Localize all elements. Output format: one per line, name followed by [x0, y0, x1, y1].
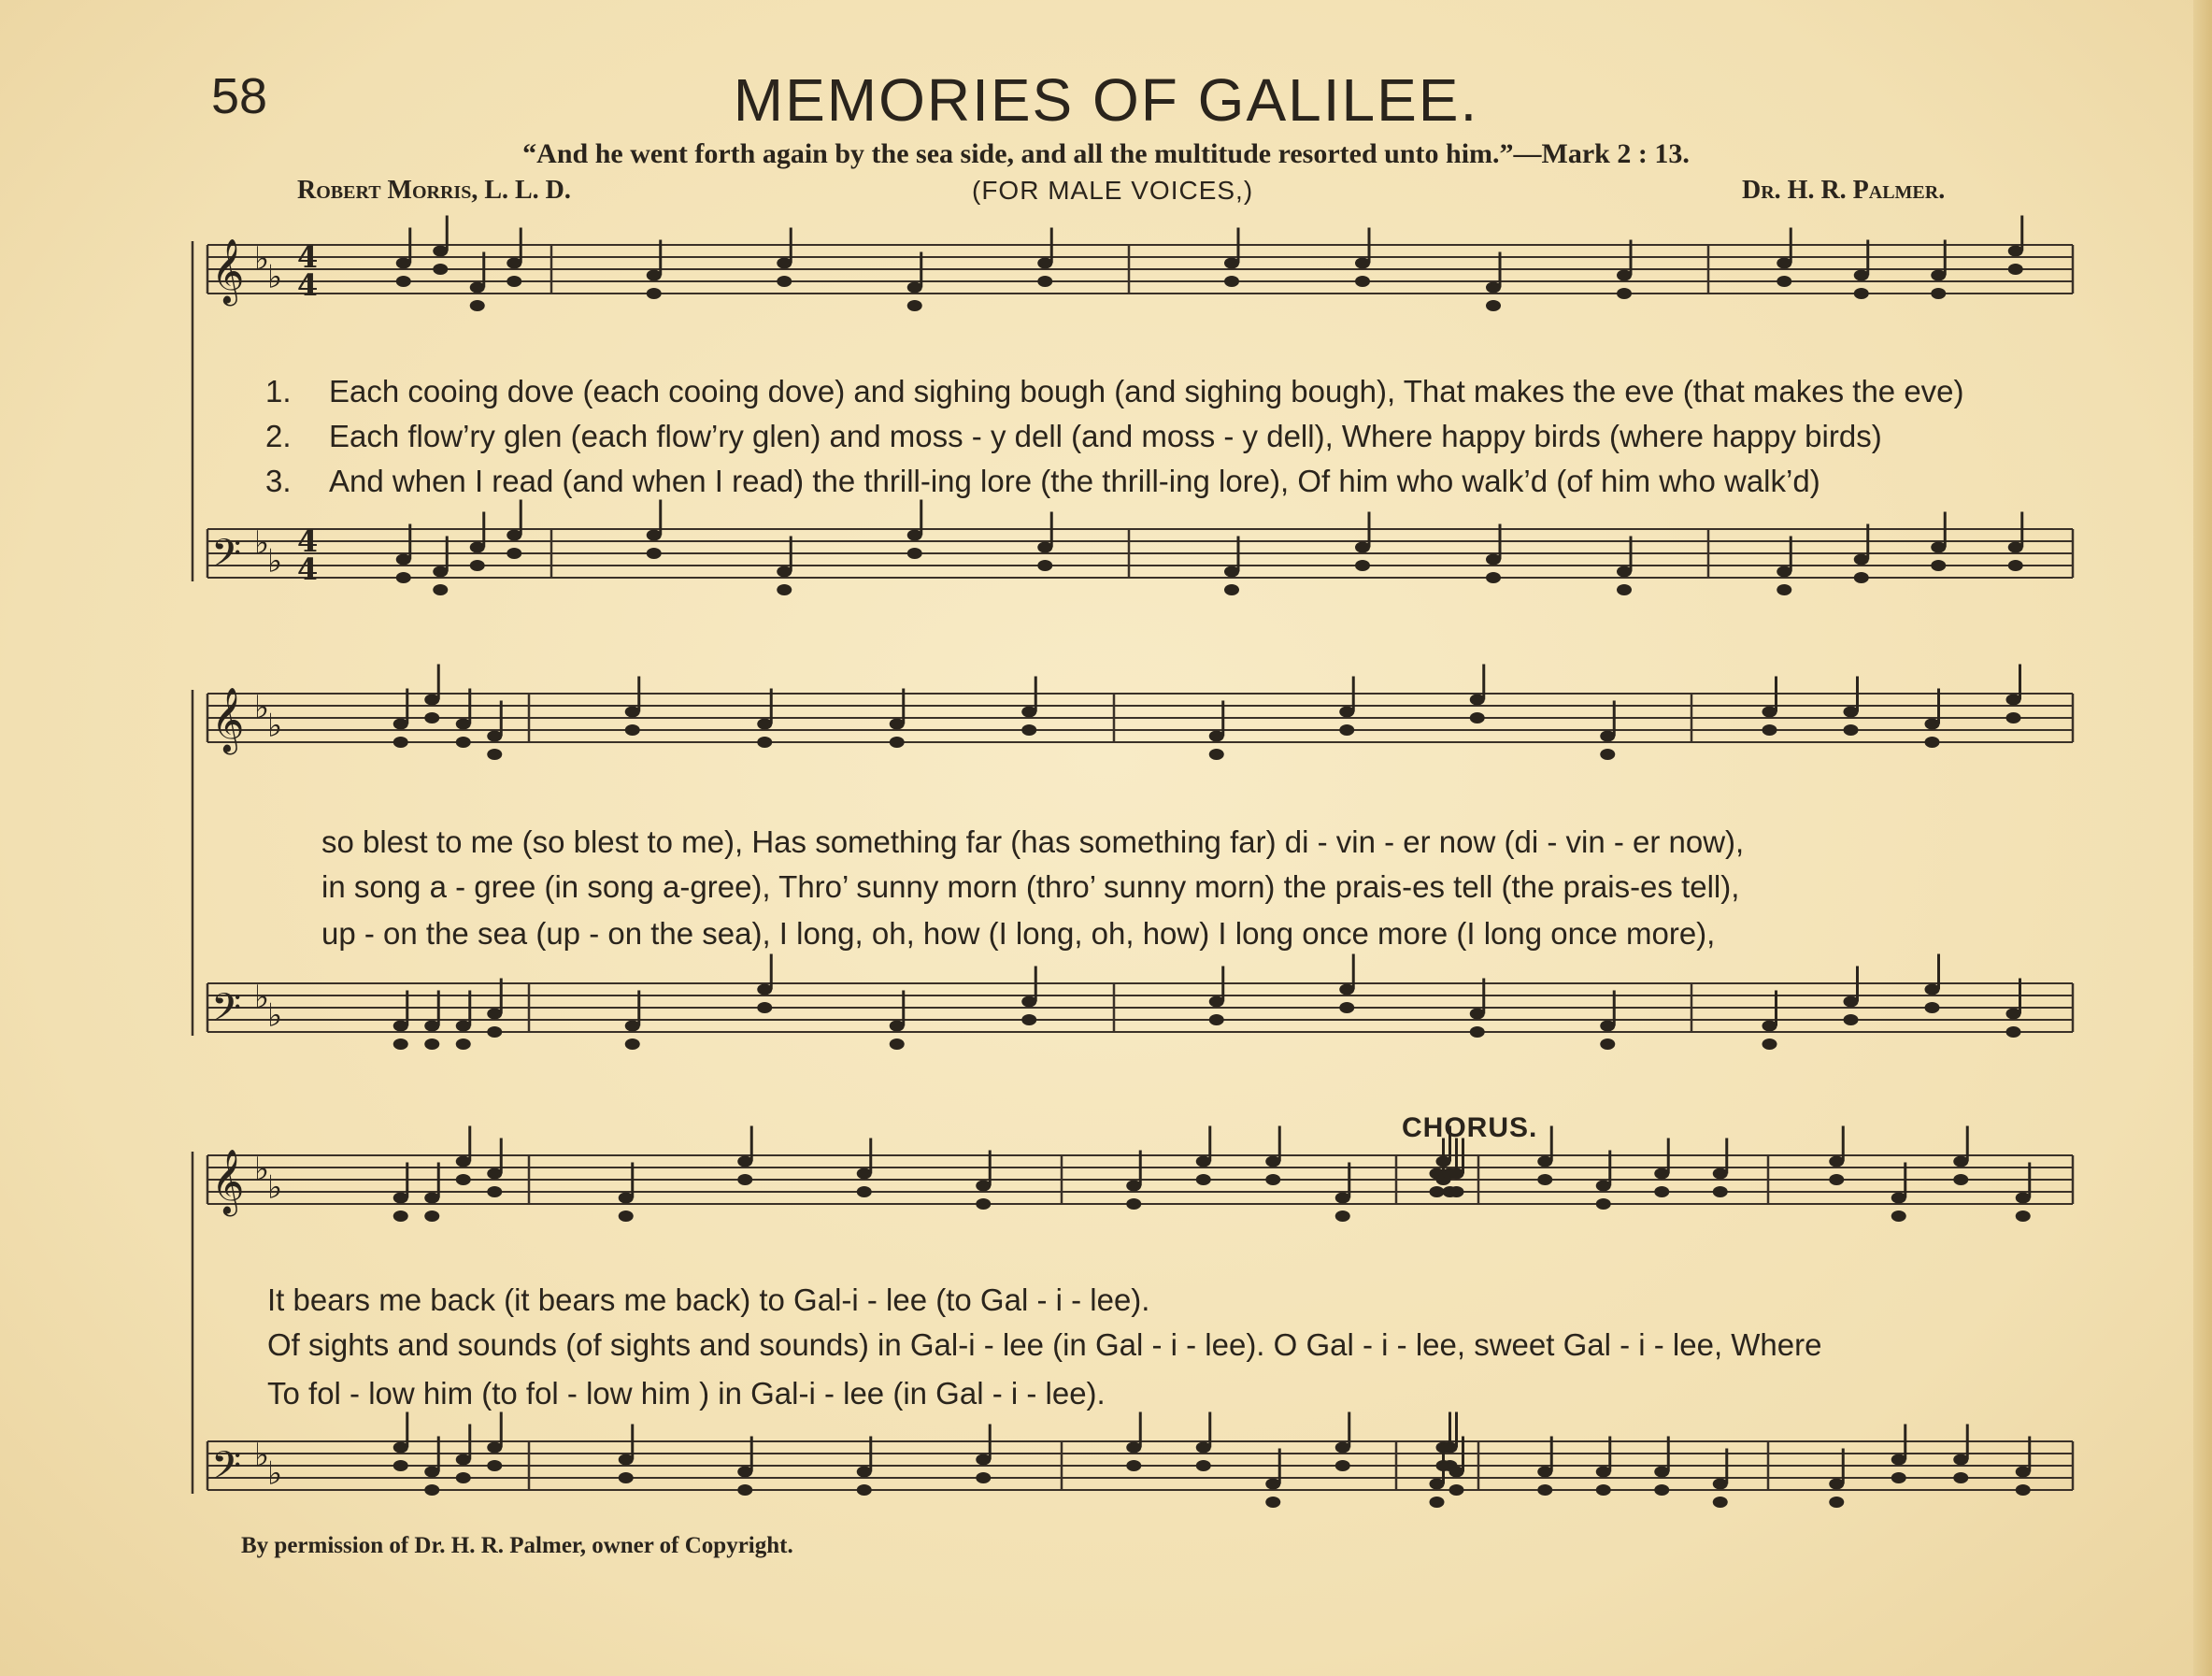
note-head: [1265, 1174, 1280, 1185]
chorus-label: CHORUS.: [1402, 1112, 1538, 1143]
note-head: [1953, 1472, 1968, 1483]
note-head: [487, 1026, 502, 1038]
note-head: [507, 276, 521, 287]
note-head: [857, 1186, 872, 1197]
note-head: [1430, 1186, 1445, 1197]
note-head: [2006, 1026, 2021, 1038]
note-head: [1224, 584, 1239, 595]
note-head: [1037, 560, 1052, 571]
page-number: 58: [211, 68, 268, 124]
note-head: [1931, 288, 1946, 299]
scripture-epigraph: “And he went forth again by the sea side, and all the multitude resorted unto him.”—Mark 2 : 13.: [522, 138, 1690, 169]
key-signature-flat: ♭: [254, 1437, 270, 1474]
note-head: [1021, 1014, 1036, 1025]
note-head: [2008, 560, 2023, 571]
note-head: [396, 276, 411, 287]
note-head: [1829, 1497, 1844, 1508]
note-head: [1196, 1460, 1211, 1471]
note-head: [907, 548, 922, 559]
note-head: [424, 1210, 439, 1222]
note-head: [1355, 276, 1370, 287]
note-head: [1335, 1460, 1350, 1471]
note-head: [1126, 1460, 1141, 1471]
note-head: [737, 1174, 752, 1185]
verse-number: 2.: [265, 419, 292, 453]
time-signature: 4: [297, 267, 319, 303]
key-signature-flat: ♭: [267, 707, 283, 745]
note-head: [1037, 276, 1052, 287]
note-head: [1335, 1210, 1350, 1222]
note-head: [1931, 560, 1946, 571]
note-head: [1777, 584, 1791, 595]
time-signature: 4: [297, 239, 319, 275]
note-head: [1891, 1472, 1906, 1483]
note-head: [625, 1039, 640, 1050]
note-head: [393, 1210, 408, 1222]
lyric-line: up - on the sea (up - on the sea), I long, oh, how (I long, oh, how) I long once more (I long once more),: [321, 916, 1716, 951]
note-head: [424, 712, 439, 723]
lyric-line: And when I read (and when I read) the thrill-ing lore (the thrill-ing lore), Of him who walk’d (of him who walk’d): [329, 464, 1820, 498]
note-head: [1470, 712, 1485, 723]
note-head: [456, 737, 471, 748]
composer-credit: Dr. H. R. Palmer.: [1742, 176, 1946, 205]
note-head: [757, 1002, 772, 1013]
bass-clef: 𝄢: [211, 1443, 242, 1497]
key-signature-flat: ♭: [254, 979, 270, 1016]
note-head: [507, 548, 521, 559]
note-head: [1829, 1174, 1844, 1185]
note-head: [619, 1210, 634, 1222]
note-head: [1224, 276, 1239, 287]
note-head: [647, 548, 662, 559]
note-head: [1021, 724, 1036, 736]
note-head: [1854, 572, 1869, 583]
key-signature-flat: ♭: [254, 689, 270, 726]
lyricist-credit: Robert Morris, L. L. D.: [297, 176, 571, 205]
voicing-note: (FOR MALE VOICES,): [972, 176, 1254, 205]
lyric-line: Each cooing dove (each cooing dove) and sighing bough (and sighing bough), That makes the eve (that makes the eve): [329, 374, 1964, 408]
lyric-line: Each flow’ry glen (each flow’ry glen) and moss - y dell (and moss - y dell), Where happy birds (where happy birds): [329, 419, 1882, 453]
note-head: [393, 1039, 408, 1050]
note-head: [1654, 1186, 1669, 1197]
note-head: [487, 1460, 502, 1471]
note-head: [433, 264, 448, 275]
note-head: [1600, 1039, 1615, 1050]
note-head: [1617, 584, 1632, 595]
note-head: [1596, 1484, 1611, 1496]
note-head: [1265, 1497, 1280, 1508]
key-signature-flat: ♭: [254, 524, 270, 562]
note-head: [976, 1472, 991, 1483]
note-head: [1762, 1039, 1777, 1050]
note-head: [1339, 724, 1354, 736]
note-head: [2016, 1210, 2031, 1222]
note-head: [625, 724, 640, 736]
key-signature-flat: ♭: [267, 542, 283, 580]
note-head: [1537, 1174, 1552, 1185]
note-head: [890, 737, 905, 748]
note-head: [1854, 288, 1869, 299]
note-head: [1126, 1198, 1141, 1210]
note-head: [393, 1460, 408, 1471]
note-head: [487, 1186, 502, 1197]
note-head: [1430, 1497, 1445, 1508]
note-head: [1844, 1014, 1859, 1025]
treble-clef: 𝄞: [211, 1149, 245, 1214]
note-head: [1925, 737, 1940, 748]
verse-number: 1.: [265, 374, 292, 408]
bass-clef: 𝄢: [211, 531, 242, 585]
note-head: [470, 560, 485, 571]
note-head: [433, 584, 448, 595]
note-head: [456, 1472, 471, 1483]
key-signature-flat: ♭: [254, 1151, 270, 1188]
treble-clef: 𝄞: [211, 687, 245, 752]
note-head: [424, 1039, 439, 1050]
note-head: [2006, 712, 2021, 723]
note-head: [1209, 1014, 1224, 1025]
note-head: [1355, 560, 1370, 571]
note-head: [1196, 1174, 1211, 1185]
note-head: [2016, 1484, 2031, 1496]
verse-number: 3.: [265, 464, 292, 498]
note-head: [1617, 288, 1632, 299]
note-head: [396, 572, 411, 583]
note-head: [1777, 276, 1791, 287]
lyric-line: To fol - low him (to fol - low him ) in Gal-i - lee (in Gal - i - lee).: [267, 1376, 1106, 1411]
note-head: [470, 300, 485, 311]
note-head: [1713, 1186, 1728, 1197]
lyric-line: It bears me back (it bears me back) to Gal-i - lee (to Gal - i - lee).: [267, 1282, 1150, 1317]
note-head: [1339, 1002, 1354, 1013]
note-head: [777, 276, 792, 287]
note-head: [1470, 1026, 1485, 1038]
note-head: [1925, 1002, 1940, 1013]
note-head: [1654, 1484, 1669, 1496]
note-head: [1486, 572, 1501, 583]
note-head: [456, 1039, 471, 1050]
note-head: [1209, 749, 1224, 760]
lyric-line: so blest to me (so blest to me), Has something far (has something far) di - vin - er now (di - vin - er now),: [321, 824, 1745, 859]
note-head: [907, 300, 922, 311]
note-head: [424, 1484, 439, 1496]
note-head: [976, 1198, 991, 1210]
note-head: [757, 737, 772, 748]
note-head: [1596, 1198, 1611, 1210]
note-head: [777, 584, 792, 595]
note-head: [1953, 1174, 1968, 1185]
note-head: [647, 288, 662, 299]
lyric-line: Of sights and sounds (of sights and sounds) in Gal-i - lee (in Gal - i - lee). O Gal - i - lee, sweet Gal - i - lee, Where: [267, 1327, 1822, 1362]
note-head: [619, 1472, 634, 1483]
note-head: [393, 737, 408, 748]
time-signature: 4: [297, 552, 319, 587]
note-head: [2008, 264, 2023, 275]
note-head: [1713, 1497, 1728, 1508]
key-signature-flat: ♭: [254, 240, 270, 278]
note-head: [456, 1174, 471, 1185]
key-signature-flat: ♭: [267, 996, 283, 1035]
note-head: [487, 749, 502, 760]
note-head: [737, 1484, 752, 1496]
key-signature-flat: ♭: [267, 1454, 283, 1493]
note-head: [1891, 1210, 1906, 1222]
note-head: [1762, 724, 1777, 736]
key-signature-flat: ♭: [267, 1168, 283, 1207]
note-head: [1486, 300, 1501, 311]
copyright-footer: By permission of Dr. H. R. Palmer, owner of Copyright.: [241, 1533, 793, 1558]
bass-clef: 𝄢: [211, 985, 242, 1039]
time-signature: 4: [297, 523, 319, 559]
key-signature-flat: ♭: [267, 258, 283, 296]
note-head: [1537, 1484, 1552, 1496]
note-head: [1449, 1186, 1464, 1197]
note-head: [857, 1484, 872, 1496]
note-head: [1449, 1484, 1464, 1496]
treble-clef: 𝄞: [211, 238, 245, 304]
note-head: [1844, 724, 1859, 736]
note-head: [1600, 749, 1615, 760]
hymn-title: MEMORIES OF GALILEE.: [733, 66, 1479, 134]
lyric-line: in song a - gree (in song a-gree), Thro’ sunny morn (thro’ sunny morn) the prais-es tell (the prais-es tell),: [321, 869, 1740, 904]
note-head: [890, 1039, 905, 1050]
